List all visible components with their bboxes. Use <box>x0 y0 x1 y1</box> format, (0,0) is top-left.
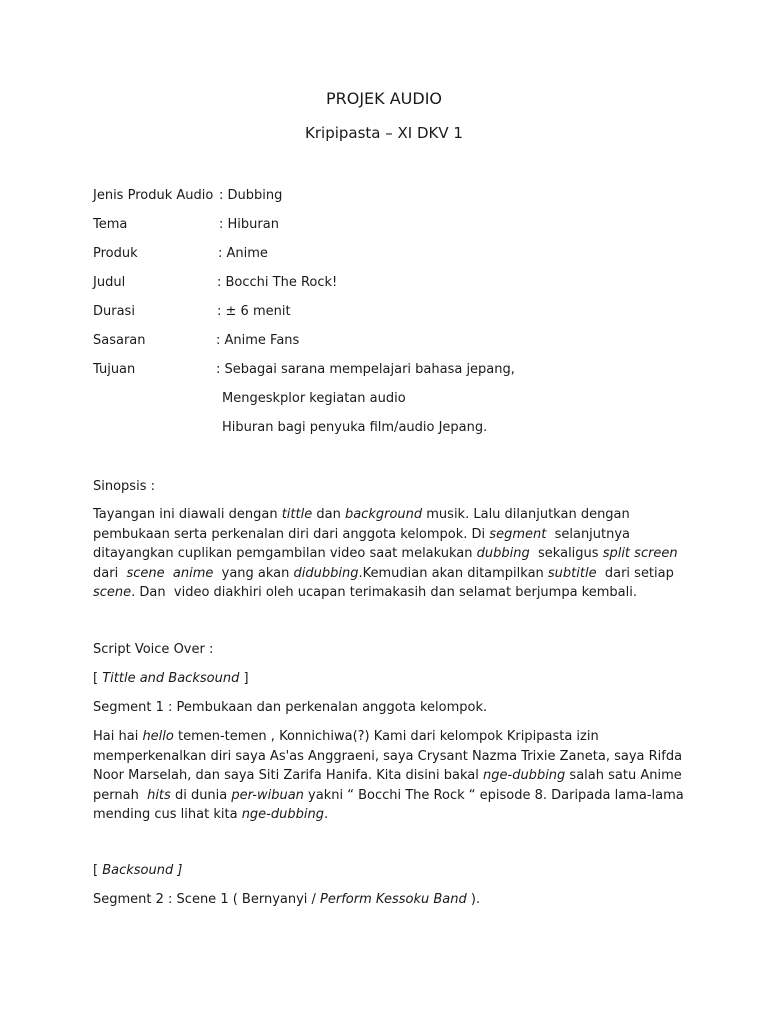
backsound-cue: [ Backsound ] <box>93 863 183 878</box>
doc-subtitle: Kripipasta – XI DKV 1 <box>305 124 463 142</box>
segment-2-heading: Segment 2 : Scene 1 ( Bernyanyi / Perform Kessoku Band ). <box>93 892 481 907</box>
field-key-durasi: Durasi <box>93 304 135 319</box>
sinopsis-paragraph: Tayangan ini diawali dengan tittle dan background musik. Lalu dilanjutkan dengan pembukaan serta perkenalan diri dari anggota kelompok. Di segment selanjutnya ditayangkan cuplikan pemgambilan video saat melakukan dubbing sekaligus split screen dari scene anime yang akan didubbing.Kemudian akan ditampilkan subtitle dari setiap scene. Dan video diakhiri oleh ucapan terimakasih dan selamat berjumpa kembali. <box>93 507 678 600</box>
sinopsis-label: Sinopsis : <box>93 479 155 494</box>
tittle-backsound-cue: [ Tittle and Backsound ] <box>93 671 249 686</box>
field-value-tema: : Hiburan <box>219 217 279 232</box>
field-key-sasaran: Sasaran <box>93 333 146 348</box>
field-value-tujuan: : Sebagai sarana mempelajari bahasa jepang, <box>216 362 515 377</box>
field-key-produk: Produk <box>93 246 138 261</box>
segment-1-heading: Segment 1 : Pembukaan dan perkenalan anggota kelompok. <box>93 700 488 715</box>
script-label: Script Voice Over : <box>93 642 214 657</box>
tujuan-line-2: Mengeskplor kegiatan audio <box>222 391 406 406</box>
tujuan-line-3: Hiburan bagi penyuka film/audio Jepang. <box>222 420 488 435</box>
field-value-sasaran: : Anime Fans <box>216 333 300 348</box>
field-value-produk: : Anime <box>218 246 268 261</box>
field-key-judul: Judul <box>93 275 126 290</box>
field-value-durasi: : ± 6 menit <box>217 304 291 319</box>
field-value-jenis: : Dubbing <box>219 188 283 203</box>
field-key-tema: Tema <box>93 217 128 232</box>
segment-1-paragraph: Hai hai hello temen-temen , Konnichiwa(?) Kami dari kelompok Kripipasta izin memperkenalkan diri saya As'as Anggraeni, saya Crysant Nazma Trixie Zaneta, saya Rifda Noor Marselah, dan saya Siti Zarifa Hanifa. Kita disini bakal nge-dubbing salah satu Anime pernah hits di dunia per-wibuan yakni “ Bocchi The Rock “ episode 8. Daripada lama-lama mending cus lihat kita nge-dubbing. <box>93 729 684 822</box>
field-key-tujuan: Tujuan <box>93 362 136 377</box>
doc-title: PROJEK AUDIO <box>325 89 443 108</box>
field-value-judul: : Bocchi The Rock! <box>217 275 338 290</box>
field-key-jenis: Jenis Produk Audio <box>93 188 214 203</box>
